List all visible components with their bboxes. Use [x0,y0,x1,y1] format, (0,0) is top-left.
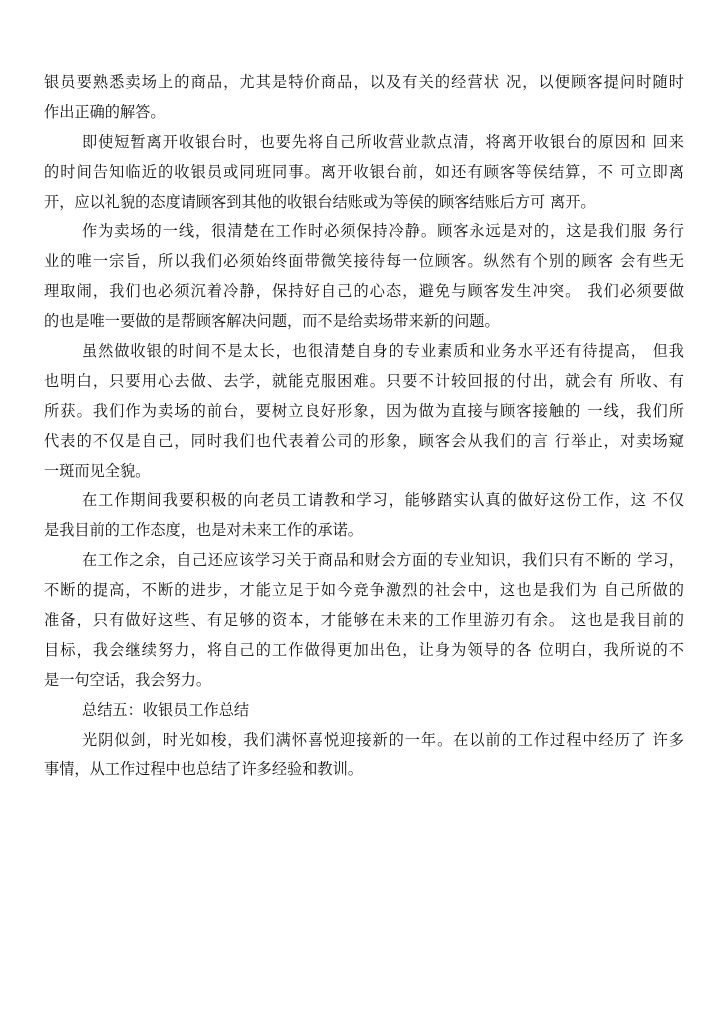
paragraph-line: 在工作之余，自己还应该学习关于商品和财会方面的专业知识，我们只有不断的 学习， [82,551,684,570]
paragraph-line: 业的唯一宗旨，所以我们必须始终面带微笑接待每一位顾客。纵然有个别的顾客 会有些无 [44,252,684,271]
paragraph-line: 事情，从工作过程中也总结了许多经验和教训。 [44,760,363,779]
section-heading: 总结五：收银员工作总结 [82,700,250,719]
paragraph-line: 是我目前的工作态度，也是对未来工作的承诺。 [44,521,363,540]
paragraph-line: 开，应以礼貌的态度请顾客到其他的收银台结账或为等侯的顾客结账后方可 离开。 [44,192,596,211]
paragraph-line: 即使短暂离开收银台时，也要先将自己所收营业款点清，将离开收银台的原因和 回来 [82,132,684,151]
paragraph-line: 是一句空话，我会努力。 [44,670,212,689]
paragraph-line: 不断的提高，不断的进步，才能立足于如今竞争激烈的社会中，这也是我们为 自己所做的 [44,581,684,600]
paragraph-line: 光阴似剑，时光如梭，我们满怀喜悦迎接新的一年。在以前的工作过程中经历了 许多 [82,730,684,749]
paragraph-line: 一斑而见全貌。 [44,461,151,480]
paragraph-line: 虽然做收银的时间不是太长，也很清楚自身的专业素质和业务水平还有待提高， 但我 [82,342,684,361]
document-page [44,68,684,785]
paragraph-line: 的也是唯一要做的是帮顾客解决问题，而不是给卖场带来新的问题。 [44,312,500,331]
paragraph-line: 目标，我会继续努力，将自己的工作做得更加出色，让身为领导的各 位明白，我所说的不 [44,640,684,659]
paragraph-line: 准备，只有做好这些、有足够的资本，才能够在未来的工作里游刃有余。 这也是我目前的 [44,611,684,630]
paragraph-line: 所获。我们作为卖场的前台，要树立良好形象，因为做为直接与顾客接触的 一线，我们所 [44,401,684,420]
paragraph-line: 的时间告知临近的收银员或同班同事。离开收银台前，如还有顾客等侯结算，不 可立即离 [44,162,684,181]
paragraph-line: 理取闹，我们也必须沉着冷静，保持好自己的心态，避免与顾客发生冲突。 我们必须要做 [44,282,684,301]
paragraph-line: 银员要熟悉卖场上的商品，尤其是特价商品，以及有关的经营状 况，以便顾客提问时随时 [44,73,684,91]
paragraph-line: 在工作期间我要积极的向老员工请教和学习，能够踏实认真的做好这份工作，这 不仅 [82,491,684,510]
paragraph-line: 作为卖场的一线，很清楚在工作时必须保持冷静。顾客永远是对的，这是我们服 务行 [82,222,684,241]
paragraph-line: 代表的不仅是自己，同时我们也代表着公司的形象，顾客会从我们的言 行举止，对卖场窥 [44,431,684,450]
paragraph-line: 作出正确的解答。 [44,102,166,121]
paragraph-line: 也明白，只要用心去做、去学，就能克服困难。只要不计较回报的付出，就会有 所收、有 [44,371,684,390]
